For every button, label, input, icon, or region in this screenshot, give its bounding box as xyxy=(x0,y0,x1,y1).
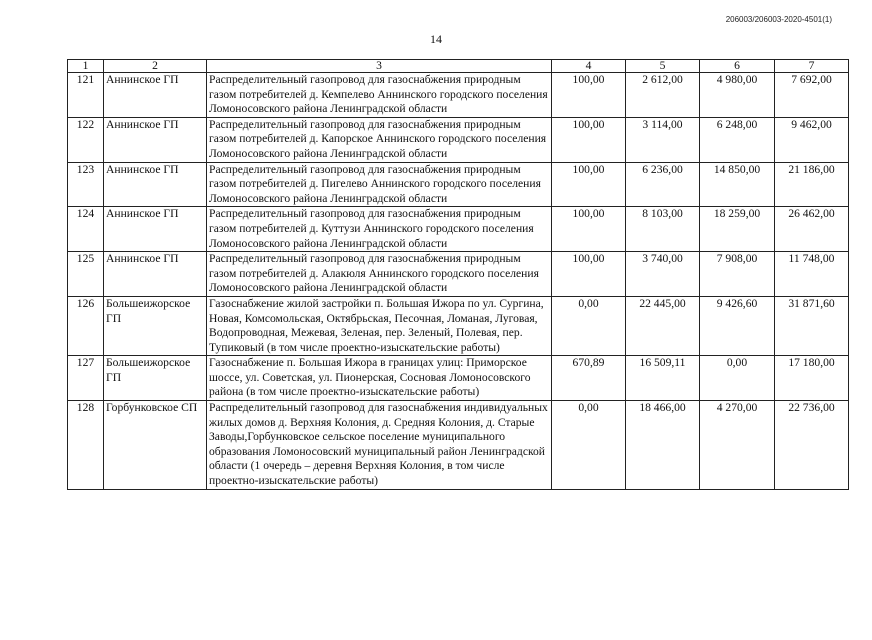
settlement-name: Горбунковское СП xyxy=(104,401,207,490)
column-6-value: 18 259,00 xyxy=(700,207,775,252)
row-number: 127 xyxy=(68,356,104,401)
project-description: Газоснабжение п. Большая Ижора в границах улиц: Приморское шоссе, ул. Советская, ул. Пионерская, Сосновая Ломоносовского района (в том числе проектно-изыскательские работы) xyxy=(207,356,552,401)
table-row xyxy=(68,401,849,490)
column-4-value: 100,00 xyxy=(552,207,626,252)
page-number: 14 xyxy=(430,32,442,46)
settlement-name: Аннинское ГП xyxy=(104,73,207,118)
column-5-value: 6 236,00 xyxy=(626,162,700,207)
gas-supply-table xyxy=(67,59,849,490)
column-6-value: 6 248,00 xyxy=(700,117,775,162)
total-value: 31 871,60 xyxy=(775,296,849,355)
column-header: 6 xyxy=(700,60,775,73)
project-description: Распределительный газопровод для газоснабжения индивидуальных жилых домов д. Верхняя Колония, д. Средняя Колония, д. Старые Заводы,Горбунковское сельское поселение муниципального образования Ломоносовский муниципальный район Ленинградской области (1 очередь – деревня Верхняя Колония, в том числе проектно-изыскательские работы) xyxy=(207,401,552,490)
table-row xyxy=(68,117,849,162)
settlement-name: Аннинское ГП xyxy=(104,162,207,207)
document-id: 206003/206003-2020-4501(1) xyxy=(725,15,832,24)
column-5-value: 3 114,00 xyxy=(626,117,700,162)
table-header-row xyxy=(68,60,849,73)
column-4-value: 0,00 xyxy=(552,401,626,490)
column-6-value: 4 980,00 xyxy=(700,73,775,118)
column-6-value: 9 426,60 xyxy=(700,296,775,355)
settlement-name: Аннинское ГП xyxy=(104,207,207,252)
column-header: 3 xyxy=(207,60,552,73)
project-description: Распределительный газопровод для газоснабжения природным газом потребителей д. Капорское Аннинского городского поселения Ломоносовского района Ленинградской области xyxy=(207,117,552,162)
column-4-value: 100,00 xyxy=(552,162,626,207)
column-header: 4 xyxy=(552,60,626,73)
project-description: Распределительный газопровод для газоснабжения природным газом потребителей д. Кемпелево Аннинского городского поселения Ломоносовского района Ленинградской области xyxy=(207,73,552,118)
column-6-value: 7 908,00 xyxy=(700,252,775,297)
column-header: 2 xyxy=(104,60,207,73)
row-number: 124 xyxy=(68,207,104,252)
settlement-name: Аннинское ГП xyxy=(104,252,207,297)
row-number: 122 xyxy=(68,117,104,162)
table-row xyxy=(68,356,849,401)
total-value: 21 186,00 xyxy=(775,162,849,207)
table-row xyxy=(68,73,849,118)
column-4-value: 100,00 xyxy=(552,117,626,162)
project-description: Газоснабжение жилой застройки п. Большая Ижора по ул. Сургина, Новая, Комсомольская, Октябрьская, Песочная, Ломаная, Луговая, Водопроводная, Межевая, Зеленая, пер. Зеленый, Полевая, пер. Тупиковый (в том числе проектно-изыскательские работы) xyxy=(207,296,552,355)
table-row xyxy=(68,162,849,207)
project-description: Распределительный газопровод для газоснабжения природным газом потребителей д. Алакюля Аннинского городского поселения Ломоносовского района Ленинградской области xyxy=(207,252,552,297)
row-number: 126 xyxy=(68,296,104,355)
column-4-value: 100,00 xyxy=(552,73,626,118)
project-description: Распределительный газопровод для газоснабжения природным газом потребителей д. Куттузи Аннинского городского поселения Ломоносовского района Ленинградской области xyxy=(207,207,552,252)
table-row xyxy=(68,296,849,355)
column-header: 1 xyxy=(68,60,104,73)
column-6-value: 0,00 xyxy=(700,356,775,401)
table-row xyxy=(68,207,849,252)
row-number: 125 xyxy=(68,252,104,297)
column-5-value: 2 612,00 xyxy=(626,73,700,118)
column-5-value: 16 509,11 xyxy=(626,356,700,401)
settlement-name: Аннинское ГП xyxy=(104,117,207,162)
column-4-value: 0,00 xyxy=(552,296,626,355)
column-5-value: 8 103,00 xyxy=(626,207,700,252)
total-value: 26 462,00 xyxy=(775,207,849,252)
column-header: 7 xyxy=(775,60,849,73)
column-4-value: 670,89 xyxy=(552,356,626,401)
table-row xyxy=(68,252,849,297)
column-5-value: 18 466,00 xyxy=(626,401,700,490)
column-4-value: 100,00 xyxy=(552,252,626,297)
total-value: 11 748,00 xyxy=(775,252,849,297)
column-5-value: 22 445,00 xyxy=(626,296,700,355)
settlement-name: Большеижорское ГП xyxy=(104,296,207,355)
settlement-name: Большеижорское ГП xyxy=(104,356,207,401)
project-description: Распределительный газопровод для газоснабжения природным газом потребителей д. Пигелево Аннинского городского поселения Ломоносовского района Ленинградской области xyxy=(207,162,552,207)
row-number: 121 xyxy=(68,73,104,118)
total-value: 7 692,00 xyxy=(775,73,849,118)
column-6-value: 4 270,00 xyxy=(700,401,775,490)
total-value: 22 736,00 xyxy=(775,401,849,490)
total-value: 9 462,00 xyxy=(775,117,849,162)
column-6-value: 14 850,00 xyxy=(700,162,775,207)
row-number: 123 xyxy=(68,162,104,207)
column-5-value: 3 740,00 xyxy=(626,252,700,297)
row-number: 128 xyxy=(68,401,104,490)
total-value: 17 180,00 xyxy=(775,356,849,401)
column-header: 5 xyxy=(626,60,700,73)
